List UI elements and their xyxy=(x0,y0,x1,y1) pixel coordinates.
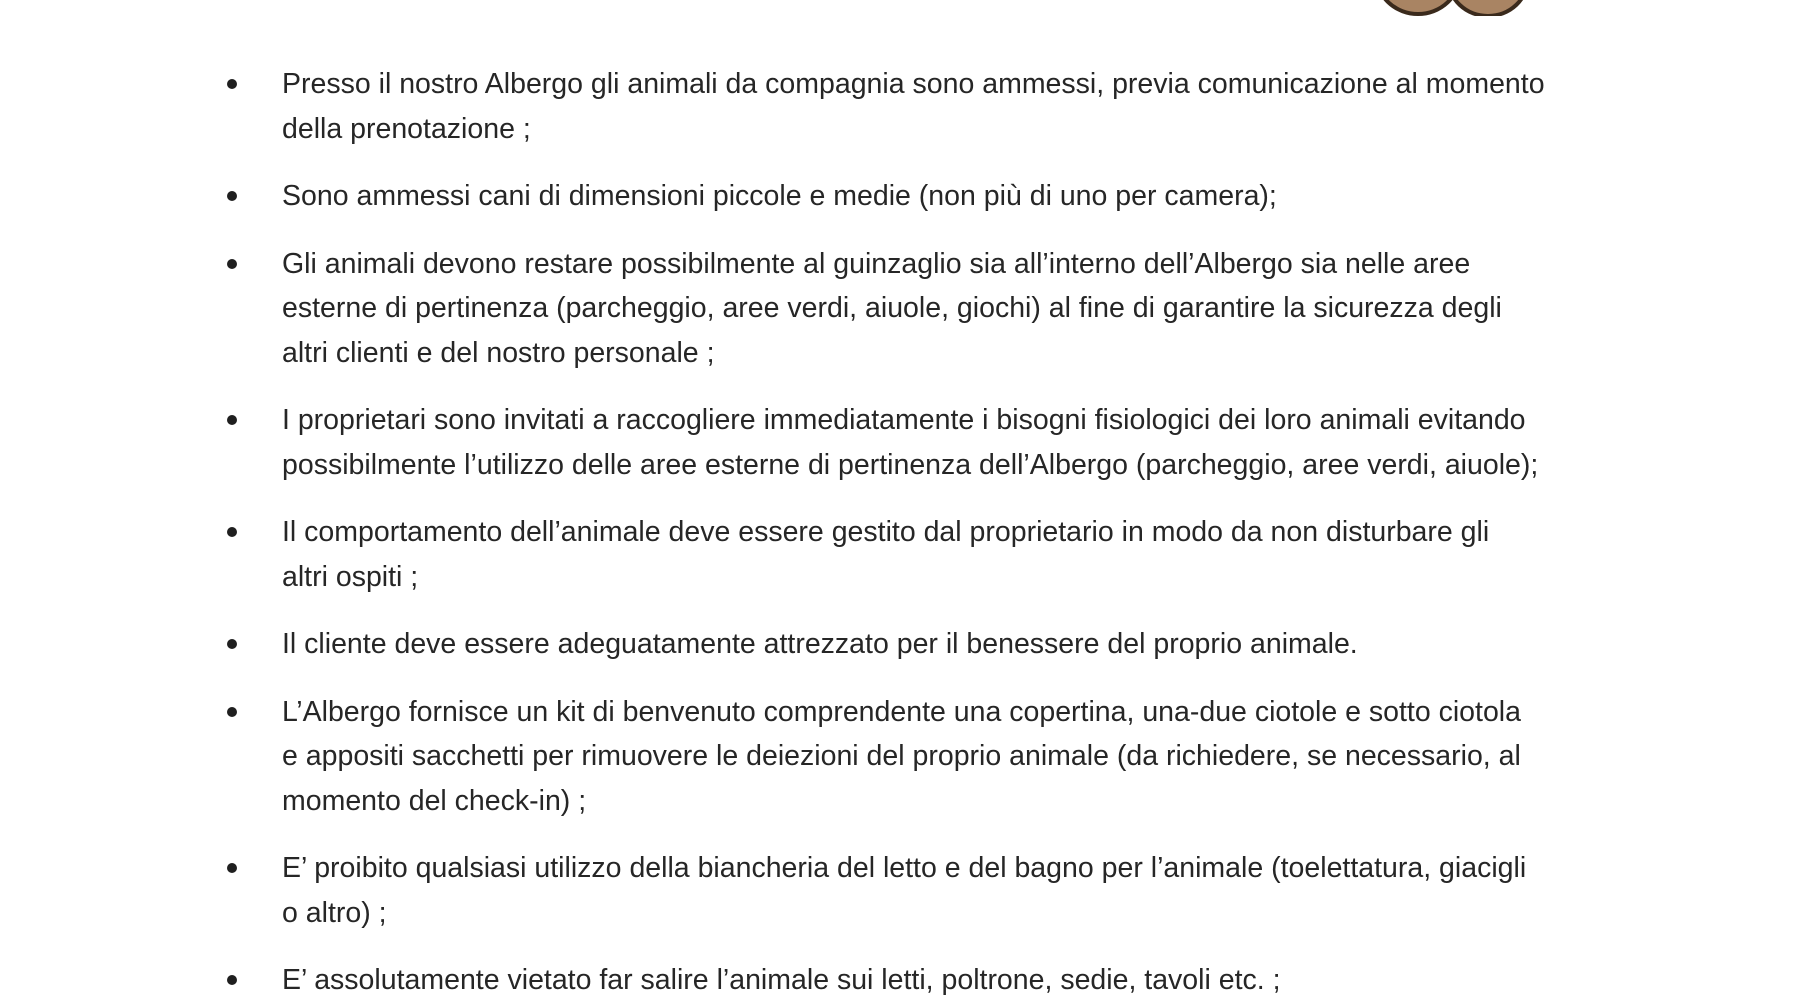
list-item-text: Il comportamento dell’animale deve essere gestito dal proprietario in modo da non disturbare gli altri ospiti ; xyxy=(282,516,1490,593)
bullet-icon xyxy=(227,415,237,425)
list-item-text: Presso il nostro Albergo gli animali da compagnia sono ammessi, previa comunicazione al momento della prenotazione ; xyxy=(282,68,1545,145)
list-item-text: Sono ammessi cani di dimensioni piccole e medie (non più di uno per camera); xyxy=(282,180,1277,212)
list-item xyxy=(0,62,1800,151)
list-item-text: E’ proibito qualsiasi utilizzo della biancheria del letto e del bagno per l’animale (toelettatura, giacigli o altro) ; xyxy=(282,852,1527,929)
pet-policy-list xyxy=(0,62,1800,1000)
logo-shape-left xyxy=(1376,0,1460,14)
list-item xyxy=(0,242,1800,376)
bullet-icon xyxy=(227,191,237,201)
list-item-text: I proprietari sono invitati a raccogliere immediatamente i bisogni fisiologici dei loro animali evitando possibilmente l’utilizzo delle aree esterne di pertinenza dell’Albergo (parcheggio, aree verdi, aiuole); xyxy=(282,404,1539,481)
bullet-icon xyxy=(227,863,237,873)
list-item xyxy=(0,622,1800,667)
list-item xyxy=(0,398,1800,487)
bullet-icon xyxy=(227,975,237,985)
bullet-icon xyxy=(227,639,237,649)
list-item xyxy=(0,958,1800,1000)
logo-shape-right xyxy=(1448,0,1528,16)
bullet-icon xyxy=(227,259,237,269)
list-item xyxy=(0,690,1800,824)
list-item xyxy=(0,174,1800,219)
list-item-text: Il cliente deve essere adeguatamente attrezzato per il benessere del proprio animale. xyxy=(282,628,1358,660)
list-item-text: Gli animali devono restare possibilmente al guinzaglio sia all’interno dell’Albergo sia nelle aree esterne di pertinenza (parcheggio, aree verdi, aiuole, giochi) al fine di garantire la sicurezza degli altri clienti e del nostro personale ; xyxy=(282,247,1502,369)
bullet-icon xyxy=(227,527,237,537)
list-item xyxy=(0,846,1800,935)
list-item-text: L’Albergo fornisce un kit di benvenuto comprendente una copertina, una-due ciotole e sotto ciotola e appositi sacchetti per rimuovere le deiezioni del proprio animale (da richiedere, se necessario, al momento del check-in) ; xyxy=(282,695,1521,817)
list-item xyxy=(0,510,1800,599)
bullet-icon xyxy=(227,707,237,717)
list-item-text: E’ assolutamente vietato far salire l’animale sui letti, poltrone, sedie, tavoli etc. ; xyxy=(282,964,1281,996)
bullet-icon xyxy=(227,79,237,89)
pets-logo-icon xyxy=(1352,0,1552,16)
